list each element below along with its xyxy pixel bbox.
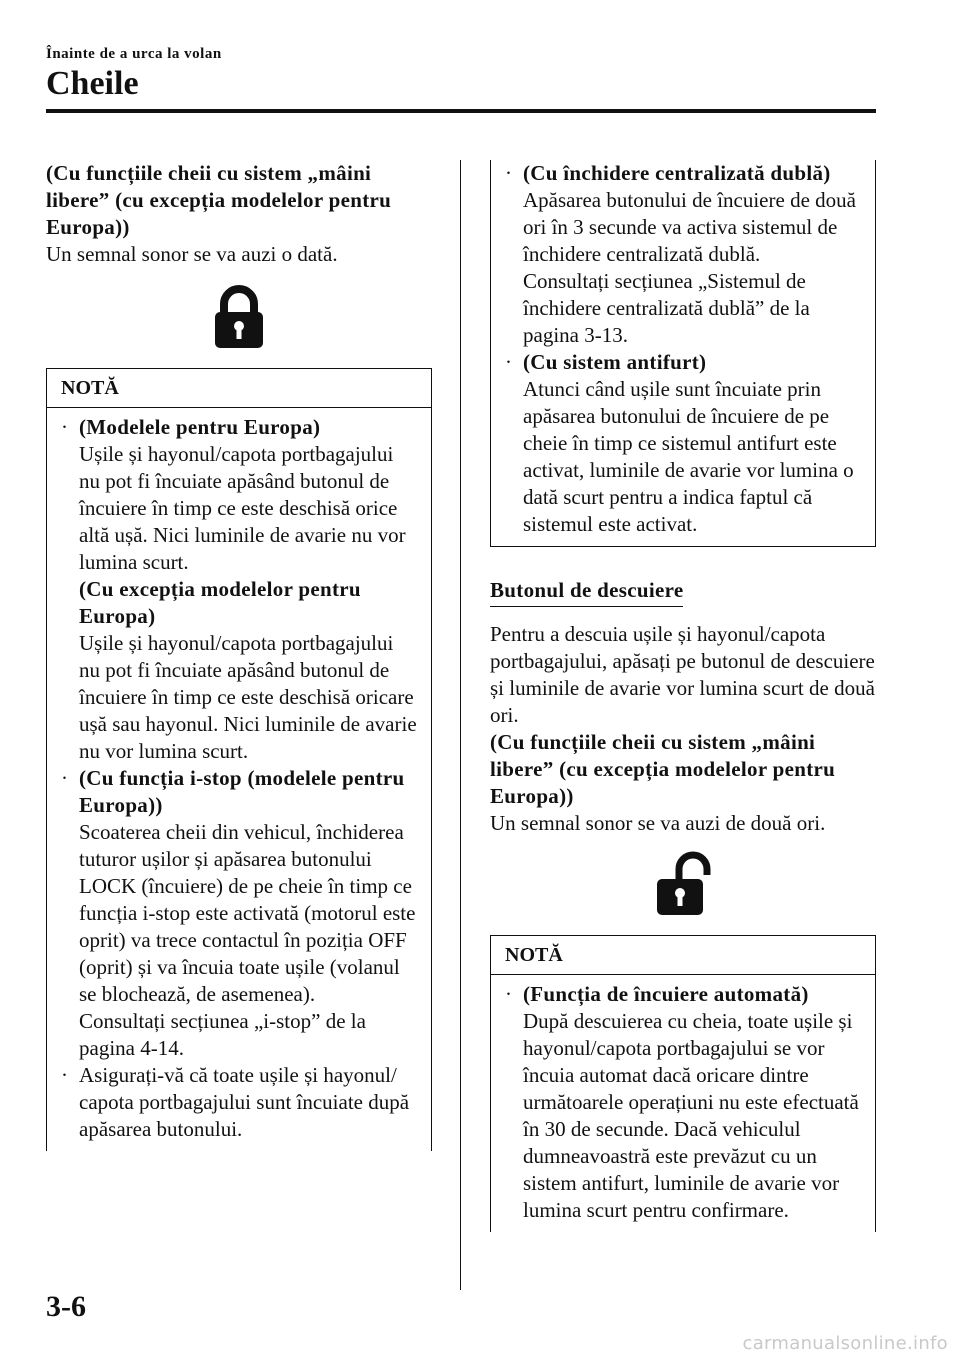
right-text: Un semnal sonor se va auzi de două ori. <box>490 811 826 835</box>
note-item-label: (Cu sistem antifurt) <box>523 350 707 374</box>
note-body <box>47 408 431 1151</box>
note-item-label: (Cu funcția i-stop (modelele pentru Europa)) <box>79 766 405 817</box>
note-item-label: (Modelele pentru Europa) <box>79 415 321 439</box>
note-item <box>505 160 861 349</box>
note-item <box>505 981 861 1224</box>
note-item <box>61 414 417 765</box>
note-item-label: (Cu închidere centralizată dublă) <box>523 161 831 185</box>
bullet-dot: · <box>61 415 68 439</box>
note-body <box>491 160 875 546</box>
section-title: Butonul de descuiere <box>490 577 683 607</box>
bullet-dot: · <box>505 982 512 1006</box>
note-item-text: Consultați secțiunea „i-stop” de la pagina 4-14. <box>79 1009 366 1060</box>
column-divider <box>460 160 461 1290</box>
lock-icon-wrap <box>46 284 432 350</box>
breadcrumb: Înainte de a urca la volan <box>46 46 222 62</box>
note-item-text: Asigurați-vă că toate ușile și hayonul/ capota portbagajului sunt încuiate după apăsarea butonului. <box>79 1063 410 1141</box>
right-heading: (Cu funcțiile cheii cu sistem „mâini libere” (cu excepția modelelor pentru Europa)) <box>490 730 836 808</box>
left-heading: (Cu funcțiile cheii cu sistem „mâini libere” (cu excepția modelelor pentru Europa)) <box>46 161 392 239</box>
bullet-dot: · <box>61 1063 68 1087</box>
note-item <box>61 765 417 1062</box>
lock-icon <box>213 284 265 350</box>
left-text: Un semnal sonor se va auzi o dată. <box>46 242 338 266</box>
note-box-continued <box>490 160 876 547</box>
note-item-text: Consultați secțiunea „Sistemul de închidere centralizată dublă” de la pagina 3-13. <box>523 269 810 347</box>
note-item-label: (Cu excepția modelelor pentru Europa) <box>79 577 361 628</box>
note-item-text: Ușile și hayonul/capota portbagajului nu pot fi încuiate apăsând butonul de încuiere în timp ce este deschisă oricare ușă sau hayonul. Nici luminile de avarie nu vor lumina scurt. <box>79 631 417 763</box>
bullet-dot: · <box>505 161 512 185</box>
note-box-left <box>46 368 432 1151</box>
bullet-dot: · <box>61 766 68 790</box>
note-item-text: Atunci când ușile sunt încuiate prin apăsarea butonului de încuiere de pe cheie în timp ce sistemul antifurt este activat, luminile de avarie vor lumina o dată scurt pentru a indica faptul că sistemul este activat. <box>523 377 854 536</box>
page-number: 3-6 <box>46 1290 86 1323</box>
note-title: NOTĂ <box>491 936 875 975</box>
note-body <box>491 975 875 1232</box>
section-text: Pentru a descuia ușile și hayonul/capota portbagajului, apăsați pe butonul de descuiere și luminile de avarie vor lumina scurt de două ori. <box>490 622 875 727</box>
note-item-text: Apăsarea butonului de încuiere de două ori în 3 secunde va activa sistemul de închidere centralizată dublă. <box>523 188 856 266</box>
note-box-right <box>490 935 876 1232</box>
note-item-text: Scoaterea cheii din vehicul, închiderea tuturor ușilor și apăsarea butonului LOCK (încuiere) de pe cheie în timp ce funcția i-stop este activată (motorul este oprit) va trece contactul în poziția OFF (oprit) și va încuia toate ușile (volanul se blochează, de asemenea). <box>79 820 416 1006</box>
unlock-icon <box>655 851 711 917</box>
title-rule <box>46 109 876 113</box>
unlock-icon-wrap <box>490 851 876 917</box>
note-item-text: După descuierea cu cheia, toate ușile și hayonul/capota portbagajului se vor încuia automat dacă oricare dintre următoarele operațiuni nu este efectuată în 30 de secunde. Dacă vehiculul dumneavoastră este prevăzut cu un sistem antifurt, luminile de avarie vor lumina scurt pentru confirmare. <box>523 1009 859 1222</box>
left-column <box>46 160 432 1151</box>
note-title: NOTĂ <box>47 369 431 408</box>
note-item <box>505 349 861 538</box>
note-item-label: (Funcția de încuiere automată) <box>523 982 809 1006</box>
bullet-dot: · <box>505 350 512 374</box>
note-item <box>61 1062 417 1143</box>
right-column <box>490 160 876 1232</box>
page-title: Cheile <box>46 65 139 102</box>
note-item-text: Ușile și hayonul/capota portbagajului nu pot fi încuiate apăsând butonul de încuiere în timp ce este deschisă orice altă ușă. Nici luminile de avarie nu vor lumina scurt. <box>79 442 406 574</box>
watermark: carmanualsonline.info <box>742 1333 948 1354</box>
